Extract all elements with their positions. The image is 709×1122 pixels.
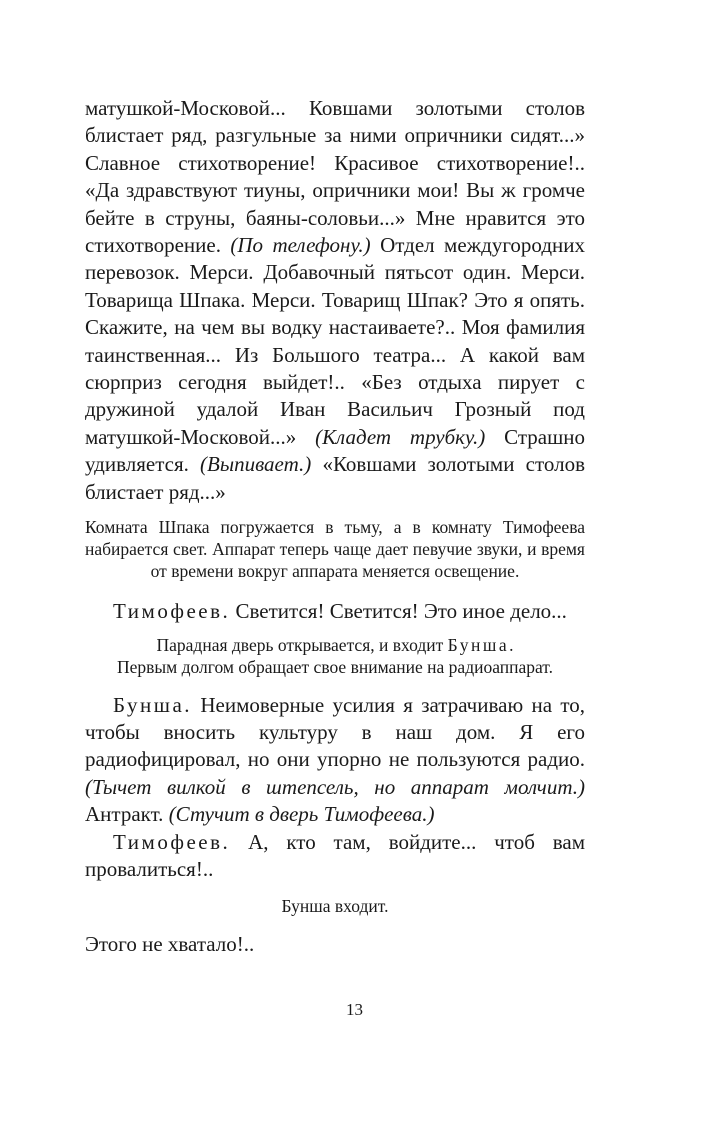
- stage-direction-bunsha-enters: Бунша входит.: [281, 896, 389, 917]
- stage-direction-room-dark: Комната Шпака погружается в тьму, а в комнату Тимофеева набирается свет. Аппарат теперь чаще дает певучие звуки, и время от времени вокруг аппарата меняется освещение.: [85, 517, 585, 582]
- continuation-text-1: матушкой-Московой... Ковшами золотыми столов блистает ряд, разгульные за ними опричники сидят...» Славное стихотворение! Красивое стихотворение!.. «Да здравствуют тиуны, опричники мои! Вы ж громче бейте в струны, баяны-соловьи...» Мне нравится это стихотворение.: [85, 96, 585, 258]
- speaker-name: Бунша.: [113, 692, 193, 717]
- last-line: [85, 931, 585, 958]
- stage-direction-hangs-up: (Кладет трубку.): [315, 424, 486, 449]
- stage-direction-door: [85, 634, 585, 678]
- continuation-text-4: «Ковшами золотыми столов блистает ряд...»: [85, 452, 585, 504]
- speaker-name: Тимофеев.: [113, 599, 231, 624]
- stage-text-before: Парадная дверь открывается, и входит: [156, 634, 448, 655]
- continuation-text-2: Отдел междугородних перевозок. Мерси. Добавочный пятьсот один. Мерси. Товарища Шпака. Мерси. Товарищ Шпак? Это я опять. Скажите, на чем вы водку настаиваете?.. Моя фамилия таинственная... Из Большого театра... А какой вам сюрприз сегодня выйдет!.. «Без отдыха пирует с дружиной удалой Иван Васильич Грозный под матушкой-Московой...»: [85, 233, 585, 449]
- last-line-text: Этого не хватало!..: [85, 932, 255, 957]
- stage-direction-knocks: (Стучит в дверь Тимофеева.): [168, 802, 435, 827]
- speech-text: Светится! Светится! Это иное дело...: [230, 599, 567, 624]
- stage-direction-phone: (По телефону.): [230, 233, 371, 258]
- stage-direction-plug: (Тычет вилкой в штепсель, но аппарат молчит.): [85, 774, 585, 799]
- book-page: [85, 95, 585, 959]
- speech-text: А, кто там, войдите... чтоб вам провалиться!..: [85, 829, 585, 881]
- continuation-paragraph: [85, 95, 585, 506]
- stage-text-after: .: [509, 634, 514, 655]
- speaker-name: Тимофеев.: [113, 829, 231, 854]
- stage-direction-drinks: (Выпивает.): [200, 452, 312, 477]
- speech-timofeev-1: [85, 598, 585, 625]
- stage-line-2: Первым долгом обращает свое внимание на радиоаппарат.: [116, 656, 554, 677]
- page-number: 13: [346, 1000, 363, 1019]
- continuation-text-3: Страшно удивляется.: [85, 424, 585, 477]
- speech-bunsha: [85, 692, 585, 884]
- stage-name-bunsha: Бунша: [447, 634, 510, 655]
- speech-text-1: Неимоверные усилия я затрачиваю на то, чтобы вносить культуру в наш дом. Я его радиофицировал, но они упорно не пользуются радио.: [85, 692, 585, 772]
- speech-text-2: Антракт.: [85, 802, 169, 827]
